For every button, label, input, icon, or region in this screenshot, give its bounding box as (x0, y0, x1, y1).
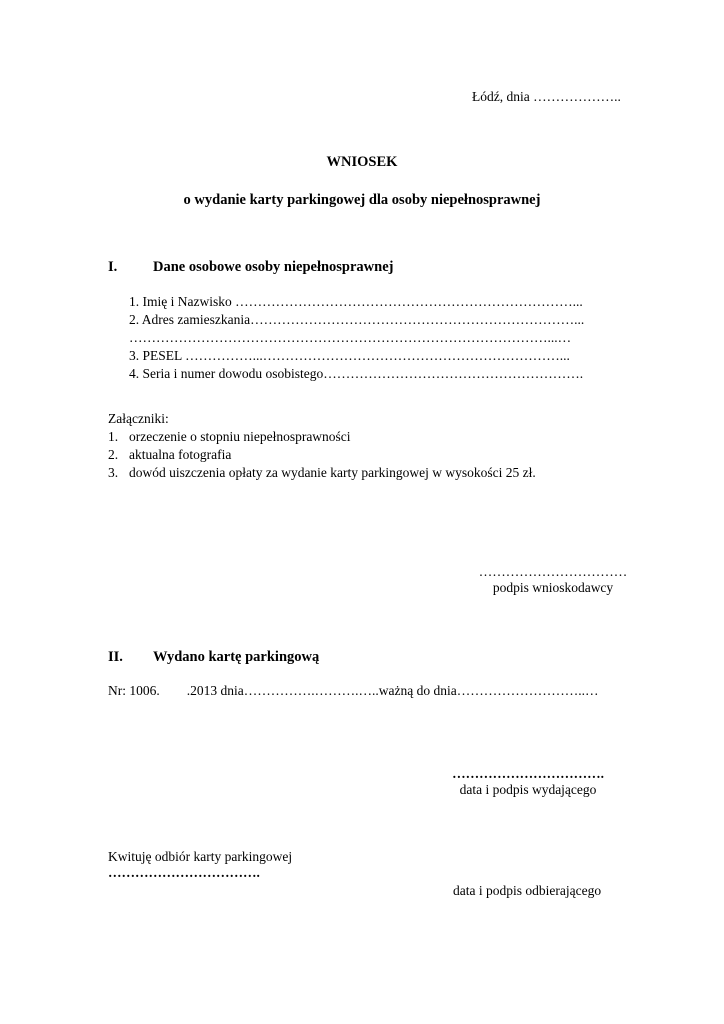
field-name: 1. Imię i Nazwisko …………………………………………………………………... (129, 294, 583, 309)
issuer-signature-dots: ……………………………. (452, 766, 604, 781)
attachment-num: 3. (108, 465, 119, 480)
issuer-signature-caption: data i podpis wydającego (459, 782, 597, 797)
section2-title: Wydano kartę parkingową (153, 649, 320, 665)
attachment-text: aktualna fotografia (129, 447, 232, 462)
attachment-text: dowód uiszczenia opłaty za wydanie karty parkingowej w wysokości 25 zł. (129, 465, 536, 480)
receipt-caption: data i podpis odbierającego (453, 883, 602, 898)
document-subtitle: o wydanie karty parkingowej dla osoby niepełnosprawnej (183, 192, 541, 208)
field-address-cont: …………………………………………………………………………………...… (129, 330, 572, 345)
field-pesel: 3. PESEL ……………...…………………………………………………………... (129, 348, 570, 363)
applicant-signature-caption: podpis wnioskodawcy (492, 580, 614, 595)
field-id-number: 4. Seria i numer dowodu osobistego…………………………………………………. (129, 366, 584, 381)
section1-number: I. (108, 259, 118, 275)
attachments-label: Załączniki: (108, 411, 169, 426)
place-date: Łódź, dnia ……………….. (472, 89, 621, 104)
issue-line: Nr: 1006. .2013 dnia…………….……….…..ważną do dnia………………………..… (108, 683, 599, 698)
receipt-text: Kwituję odbiór karty parkingowej (108, 849, 293, 864)
section2-number: II. (108, 649, 123, 665)
attachment-num: 1. (108, 429, 119, 444)
document-title: WNIOSEK (326, 154, 398, 170)
attachment-num: 2. (108, 447, 119, 462)
attachment-text: orzeczenie o stopniu niepełnosprawności (129, 429, 351, 444)
section1-title: Dane osobowe osoby niepełnosprawnej (153, 259, 394, 275)
applicant-signature-dots: …………………………… (478, 564, 628, 579)
field-address: 2. Adres zamieszkania………………………………………………………………... (129, 312, 585, 327)
receipt-dots: ……………………………. (108, 865, 260, 880)
